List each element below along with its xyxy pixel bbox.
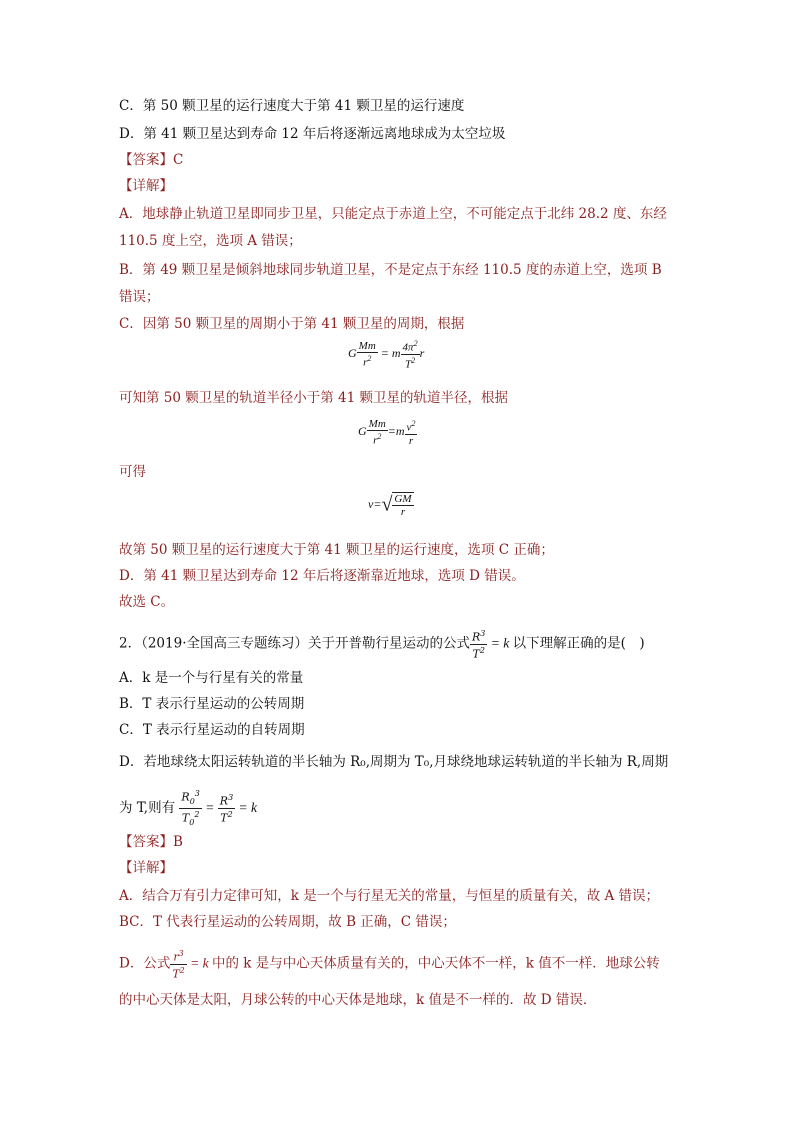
answer-tag: 【答案】: [119, 152, 173, 168]
q2-expl-d-2: 的中心天体是太阳，月球公转的中心天体是地球，k 值是不一样的．故 D 错误．: [119, 992, 597, 1008]
q1-expl-c-4: 故第 50 颗卫星的运行速度大于第 41 颗卫星的运行速度，选项 C 正确；: [119, 542, 554, 558]
formula-gravity-velocity: G $\frac{Mm}{r^2}$ =m $\frac{v^2}{r}$: [358, 418, 416, 447]
q2-expl-bc: BC．T 代表行星运动的公转周期，故 B 正确，C 错误；: [119, 914, 456, 930]
q2-option-d-2: 为 T,则有 $\frac{R_0^3}{T_0^2}$ = $\frac{R^3}{T^2}$ = k: [119, 789, 258, 827]
q1-expl-a-2: 110.5 度上空，选项 A 错误；: [119, 233, 302, 249]
q2-option-d-2a: 为 T,则有: [119, 799, 176, 816]
q2-stem-a: 2．（2019·全国高三专题练习）关于开普勒行星运动的公式: [119, 635, 470, 652]
q2-option-d-1: D．若地球绕太阳运转轨道的半长轴为 R₀,周期为 T₀,月球绕地球运转轨道的半长轴为 R,周期: [119, 754, 669, 770]
q1-expl-d: D．第 41 颗卫星达到寿命 12 年后将逐渐靠近地球，选项 D 错误。: [119, 568, 525, 584]
q1-expl-a-1: A．地球静止轨道卫星即同步卫星，只能定点于赤道上空，不可能定点于北纬 28.2 度、东经: [119, 206, 667, 222]
q1-option-d: D．第 41 颗卫星达到寿命 12 年后将逐渐远离地球成为太空垃圾: [119, 126, 506, 142]
q1-detail-tag: 【详解】: [119, 178, 173, 194]
q1-expl-b-2: 错误；: [119, 289, 160, 305]
formula-velocity-sqrt: v=√ $\frac{GM}{r}$: [368, 493, 412, 518]
q2-expl-d-1: D．公式 $\frac{r^3}{T^2}$ = k 中的 k 是与中心天体质量有关的，中心天体不一样，k 值不一样．地球公转: [119, 949, 660, 981]
q1-expl-c-1: C．因第 50 颗卫星的周期小于第 41 颗卫星的周期，根据: [119, 316, 465, 332]
answer-value: C: [173, 152, 184, 168]
q1-answer-line: [119, 150, 183, 170]
q2-stem: 2．（2019·全国高三专题练习）关于开普勒行星运动的公式 $\frac{R^3}{T^2}$ = k 以下理解正确的是( ): [119, 629, 645, 661]
q1-conclusion: 故选 C。: [119, 594, 175, 610]
q1-expl-c-3: 可得: [119, 464, 146, 480]
q2-option-c: C．T 表示行星运动的自转周期: [119, 722, 305, 738]
q2-answer-line: [119, 832, 183, 852]
q2-stem-b: 以下理解正确的是( ): [512, 635, 645, 652]
q1-expl-c-2: 可知第 50 颗卫星的轨道半径小于第 41 颗卫星的轨道半径，根据: [119, 390, 509, 406]
q2-detail-tag: 【详解】: [119, 860, 173, 876]
q2-expl-a: A．结合万有引力定律可知，k 是一个与行星无关的常量，与恒星的质量有关，故 A 错误；: [119, 888, 660, 904]
q2-expl-d-1b: 中的 k 是与中心天体质量有关的，中心天体不一样，k 值不一样．地球公转: [212, 955, 660, 972]
q1-option-c: C．第 50 颗卫星的运行速度大于第 41 颗卫星的运行速度: [119, 98, 465, 114]
answer-value: B: [173, 834, 183, 850]
formula-gravity-period: G $\frac{Mm}{r^2}$ = m $\frac{4\pi^2}{T^2}$ r: [348, 339, 425, 371]
answer-tag: 【答案】: [119, 834, 173, 850]
q2-option-a: A．k 是一个与行星有关的常量: [119, 670, 304, 686]
q1-expl-b-1: B．第 49 颗卫星是倾斜地球同步轨道卫星，不是定点于东经 110.5 度的赤道上空，选项 B: [119, 262, 662, 278]
q2-expl-d-1a: D．公式: [119, 955, 171, 972]
q2-option-b: B．T 表示行星运动的公转周期: [119, 696, 305, 712]
